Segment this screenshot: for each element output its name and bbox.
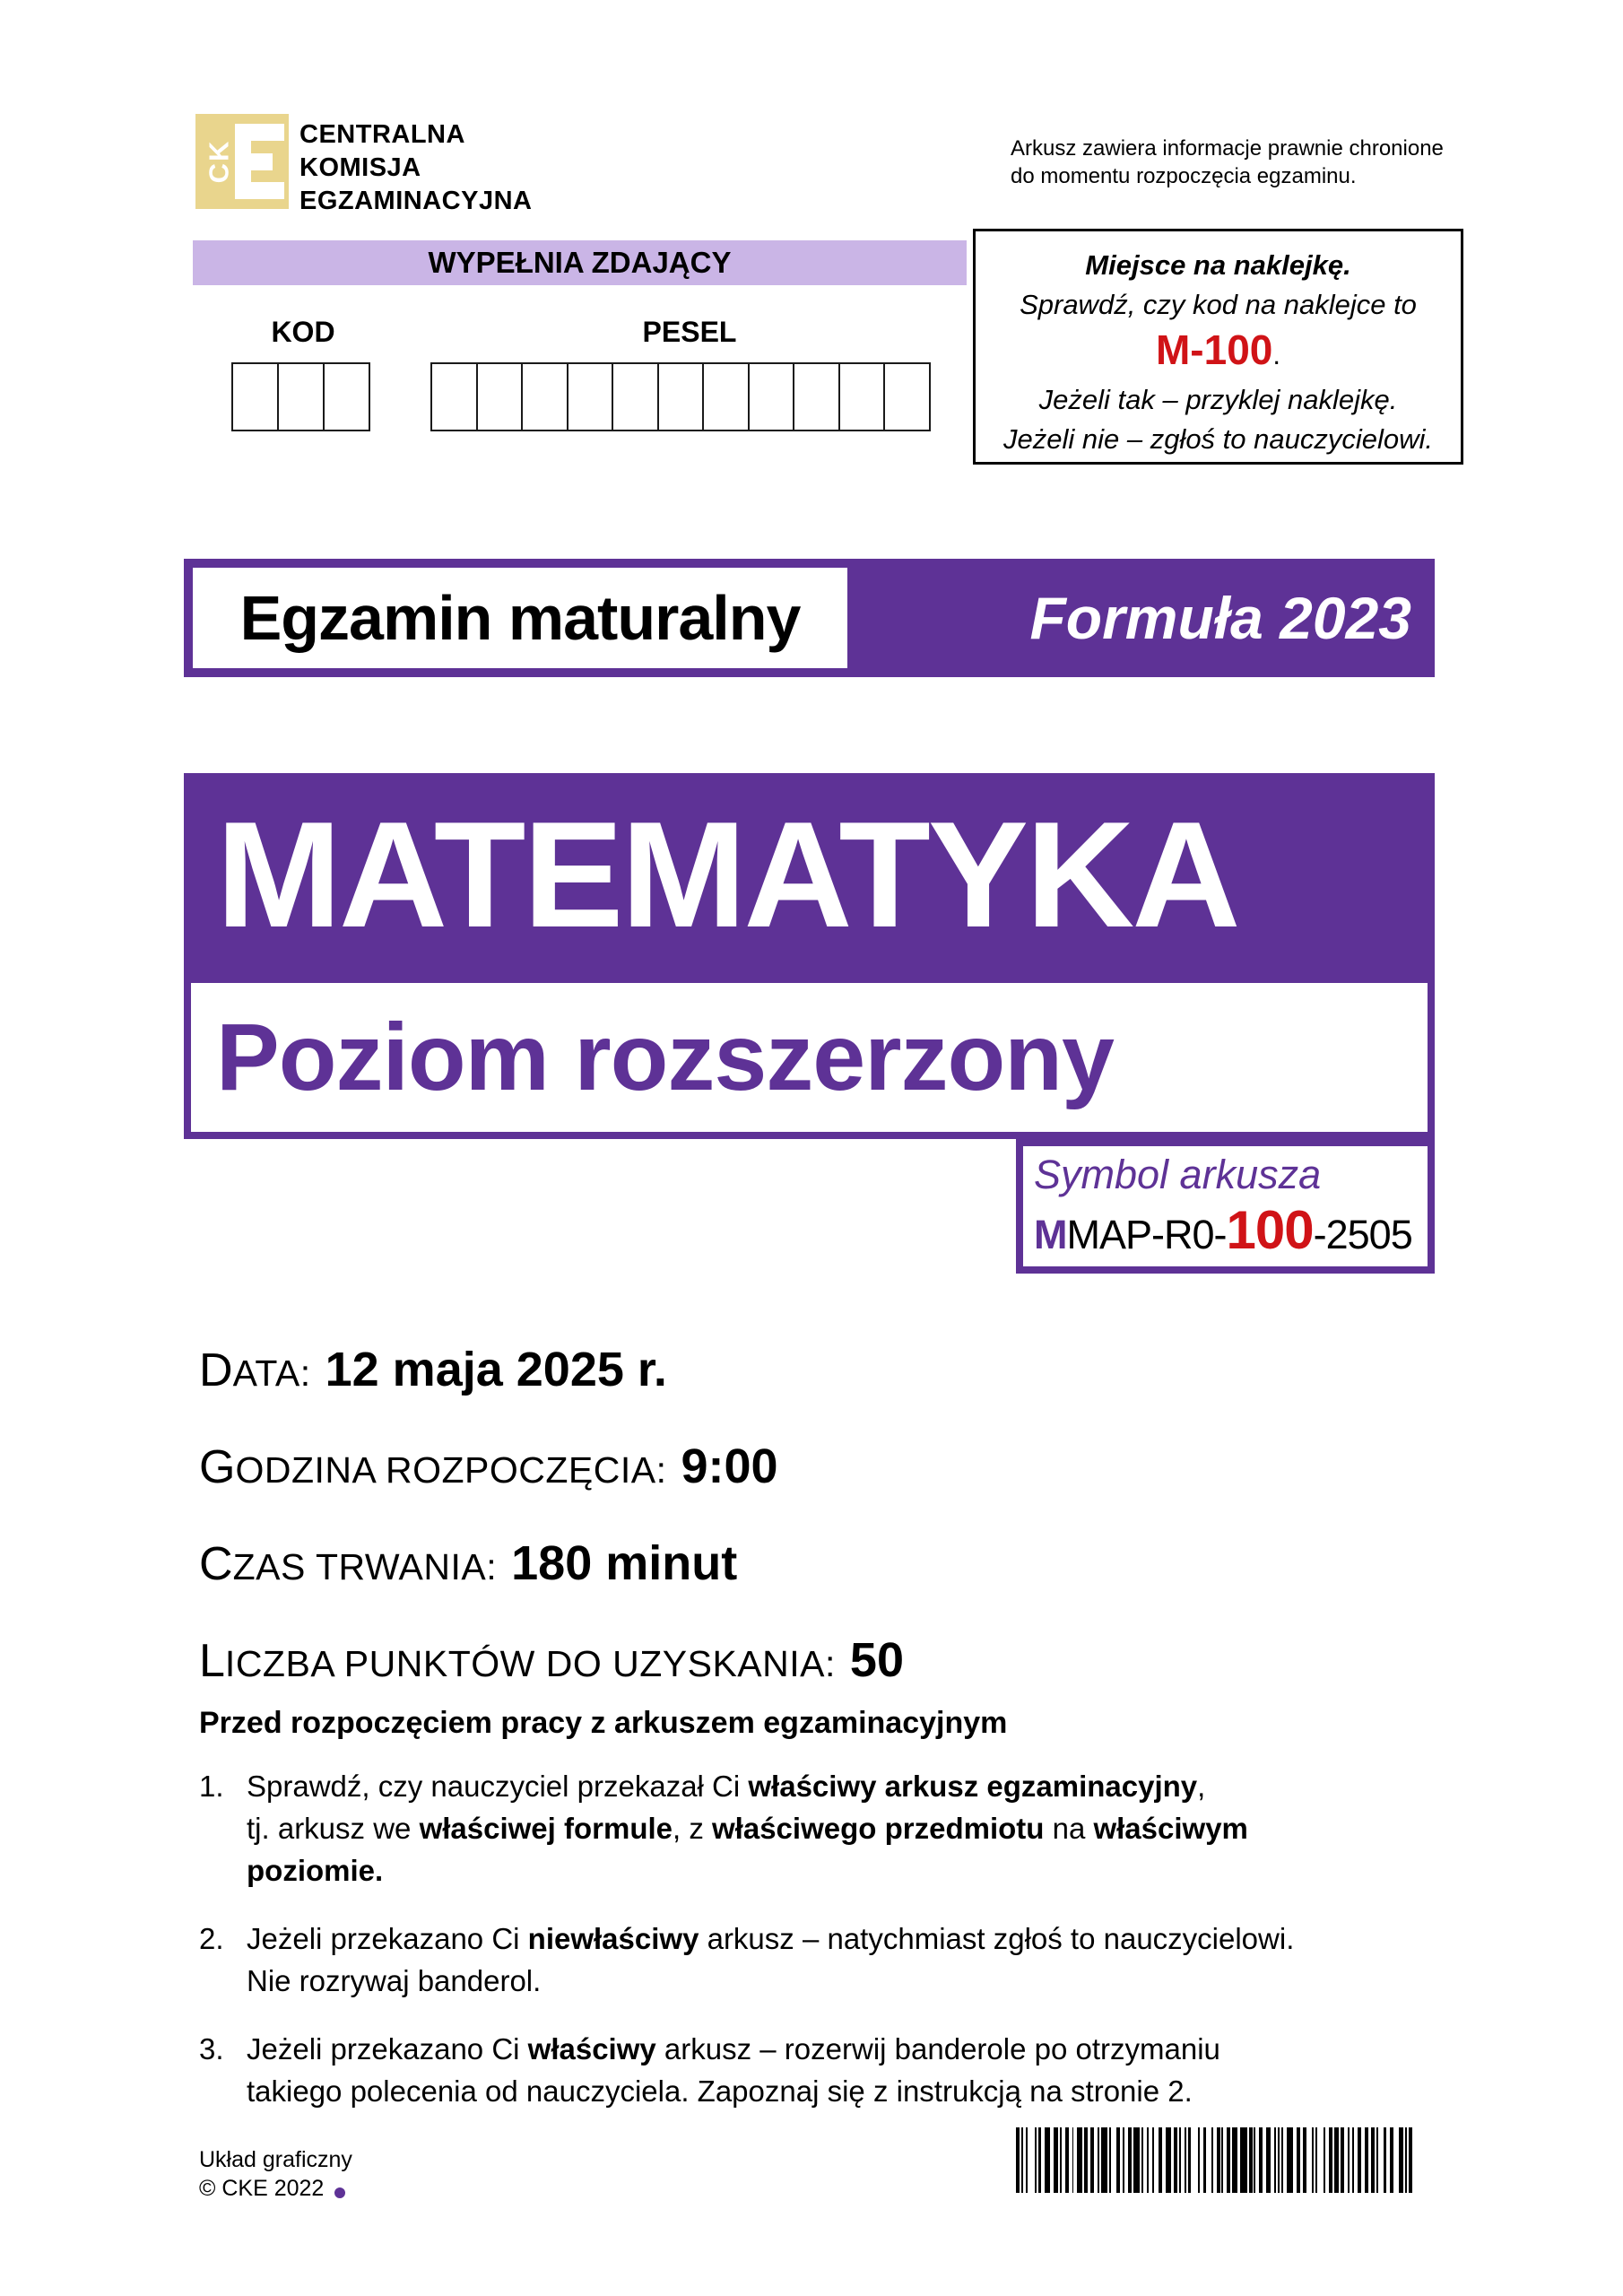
subject-title-banner bbox=[184, 773, 1435, 976]
code-cell[interactable] bbox=[476, 362, 524, 431]
subject-level-banner bbox=[184, 976, 1435, 1139]
legal-notice bbox=[1011, 135, 1444, 190]
detail-row bbox=[199, 1424, 904, 1521]
kod-label: KOD bbox=[271, 316, 335, 348]
sticker-code: M-100 bbox=[1155, 326, 1273, 373]
instruction-text: Sprawdź, czy nauczyciel przekazał Ci właściwy arkusz egzaminacyjny, tj. arkusz we właściwej formule, z właściwego przedmiotu na właściwym poziomie. bbox=[247, 1770, 1248, 1887]
sticker-line4: Jeżeli tak – przyklej naklejkę. bbox=[1038, 384, 1398, 415]
detail-value: 12 maja 2025 r. bbox=[325, 1343, 667, 1396]
instruction-item bbox=[199, 1918, 1472, 2002]
barcode-bar bbox=[1409, 2127, 1412, 2193]
code-cell[interactable] bbox=[231, 362, 279, 431]
instruction-number: 1. bbox=[199, 1770, 224, 1803]
sticker-title: Miejsce na naklejkę. bbox=[1085, 249, 1351, 281]
detail-label-rest: ATA: bbox=[232, 1352, 311, 1394]
footer-layout-line1: Układ graficzny bbox=[199, 2147, 352, 2172]
symbol-code-mid: MAP-R0- bbox=[1066, 1212, 1227, 1257]
detail-value: 180 minut bbox=[511, 1536, 738, 1590]
barcode-space bbox=[1028, 2127, 1035, 2193]
code-cell[interactable] bbox=[748, 362, 795, 431]
organization-name bbox=[299, 118, 532, 218]
pesel-boxes bbox=[430, 362, 931, 431]
code-cell[interactable] bbox=[323, 362, 370, 431]
code-cell[interactable] bbox=[793, 362, 840, 431]
symbol-box bbox=[1016, 1139, 1435, 1274]
detail-label-first: G bbox=[199, 1441, 236, 1493]
org-name-line1: CENTRALNA bbox=[299, 120, 465, 149]
detail-row bbox=[199, 1521, 904, 1618]
detail-label-rest: ODZINA ROZPOCZĘCIA: bbox=[235, 1449, 667, 1491]
detail-label-first: L bbox=[199, 1635, 225, 1687]
cke-logo bbox=[195, 114, 289, 209]
code-cell[interactable] bbox=[883, 362, 931, 431]
detail-value: 50 bbox=[849, 1633, 904, 1687]
detail-label-rest: ZAS TRWANIA: bbox=[232, 1546, 498, 1587]
pesel-label: PESEL bbox=[642, 316, 737, 348]
barcode bbox=[1016, 2127, 1412, 2193]
code-cell[interactable] bbox=[521, 362, 568, 431]
fill-section-header bbox=[193, 240, 967, 285]
barcode-space bbox=[1317, 2127, 1324, 2193]
subject-level: Poziom rozszerzony bbox=[216, 1004, 1114, 1110]
detail-label-rest: ICZBA PUNKTÓW DO UZYSKANIA: bbox=[224, 1643, 836, 1684]
symbol-code-num: 100 bbox=[1226, 1200, 1314, 1260]
symbol-code bbox=[1034, 1199, 1428, 1261]
barcode-bar bbox=[1101, 2127, 1108, 2193]
barcode-bar bbox=[1133, 2127, 1141, 2193]
symbol-code-m: M bbox=[1034, 1212, 1067, 1257]
code-cell[interactable] bbox=[430, 362, 478, 431]
sticker-line2: Sprawdź, czy kod na naklejce to bbox=[1020, 289, 1417, 320]
detail-row bbox=[199, 1618, 904, 1715]
details-rows bbox=[199, 1327, 904, 1715]
instructions-list bbox=[199, 1765, 1472, 2138]
exam-title: Egzamin maturalny bbox=[239, 583, 801, 653]
instruction-text: Jeżeli przekazano Ci właściwy arkusz – rozerwij banderole po otrzymaniu takiego polecenia od nauczyciela. Zapoznaj się z instrukcją na stronie 2. bbox=[247, 2032, 1220, 2108]
org-name-line3: EGZAMINACYJNA bbox=[299, 187, 533, 215]
exam-banner-right bbox=[847, 559, 1435, 677]
instruction-item bbox=[199, 1765, 1472, 1892]
exam-banner-left bbox=[193, 568, 847, 668]
kod-boxes bbox=[231, 362, 370, 431]
code-cell[interactable] bbox=[277, 362, 325, 431]
code-cell[interactable] bbox=[612, 362, 659, 431]
detail-value: 9:00 bbox=[681, 1439, 778, 1493]
circle-icon bbox=[334, 2187, 345, 2198]
instructions-heading: Przed rozpoczęciem pracy z arkuszem egzaminacyjnym bbox=[199, 1706, 1008, 1740]
sticker-code-period: . bbox=[1272, 339, 1280, 370]
sticker-line5: Jeżeli nie – zgłoś to nauczycielowi. bbox=[1002, 423, 1434, 455]
detail-row bbox=[199, 1327, 904, 1424]
code-cell[interactable] bbox=[702, 362, 750, 431]
legal-notice-line1: Arkusz zawiera informacje prawnie chronione bbox=[1011, 136, 1444, 161]
logo-e-letter bbox=[235, 124, 284, 199]
code-cell[interactable] bbox=[838, 362, 886, 431]
footer-copyright: © CKE 2022 bbox=[199, 2176, 325, 2201]
instruction-number: 2. bbox=[199, 1922, 224, 1955]
footer-note bbox=[199, 2145, 352, 2203]
sticker-box bbox=[973, 229, 1463, 465]
detail-label-first: D bbox=[199, 1344, 233, 1396]
barcode-bar bbox=[1240, 2127, 1247, 2193]
detail-label-first: C bbox=[199, 1538, 233, 1590]
barcode-space bbox=[1191, 2127, 1198, 2193]
symbol-label: Symbol arkusza bbox=[1034, 1152, 1322, 1197]
sticker-code-line bbox=[976, 325, 1461, 380]
formula-label: Formuła 2023 bbox=[1029, 585, 1411, 651]
legal-notice-line2: do momentu rozpoczęcia egzaminu. bbox=[1011, 164, 1357, 188]
instruction-number: 3. bbox=[199, 2032, 224, 2066]
symbol-code-suffix: -2505 bbox=[1313, 1212, 1412, 1257]
instruction-item bbox=[199, 2028, 1472, 2112]
footer-layout-line2 bbox=[199, 2174, 352, 2203]
subject-title: MATEMATYKA bbox=[216, 789, 1238, 959]
barcode-bar bbox=[1287, 2127, 1294, 2193]
fill-section-label: WYPEŁNIA ZDAJĄCY bbox=[428, 246, 732, 279]
instruction-text: Jeżeli przekazano Ci niewłaściwy arkusz – natychmiast zgłoś to nauczycielowi. Nie rozrywaj banderol. bbox=[247, 1922, 1295, 1997]
code-cell[interactable] bbox=[567, 362, 614, 431]
code-cell[interactable] bbox=[657, 362, 705, 431]
exam-banner bbox=[184, 559, 1435, 677]
logo-ck-text: CK bbox=[203, 139, 234, 184]
org-name-line2: KOMISJA bbox=[299, 153, 421, 182]
